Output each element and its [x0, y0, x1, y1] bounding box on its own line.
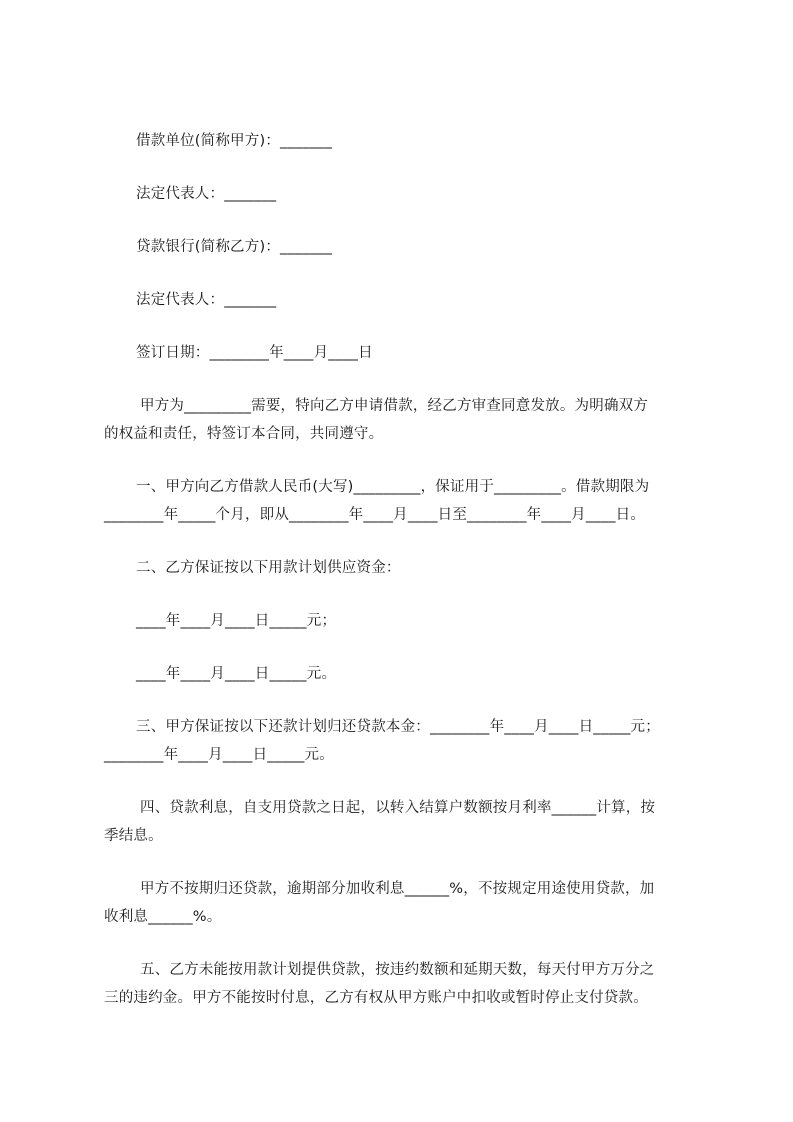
borrower-representative-line: 法定代表人：_______	[136, 186, 277, 202]
supply-schedule-row-1: ____年____月____日_____元；	[136, 613, 337, 629]
supply-schedule-row-2: ____年____月____日_____元。	[136, 666, 337, 682]
lender-representative-line: 法定代表人：_______	[136, 292, 277, 308]
preamble-line-2: 的权益和责任，特签订本合同，共同遵守。	[104, 426, 384, 442]
clause-1-line-1: 一、甲方向乙方借款人民币(大写)_________，保证用于_________。借款期限为	[136, 479, 650, 495]
borrower-line: 借款单位(简称甲方)：_______	[136, 133, 333, 149]
clause-1-line-2: ________年_____个月，即从________年____月____日至________年____月____日。	[104, 507, 646, 523]
clause-3-line-2: ________年____月____日_____元。	[104, 747, 334, 763]
clause-3-line-1: 三、甲方保证按以下还款计划归还贷款本金：________年____月____日_____元；	[136, 719, 660, 735]
preamble-line-1: 甲方为_________需要，特向乙方申请借款，经乙方审查同意发放。为明确双方	[140, 398, 649, 414]
lender-line: 贷款银行(简称乙方)：_______	[136, 239, 333, 255]
clause-4-line-1: 四、贷款利息，自支用贷款之日起，以转入结算户数额按月利率______计算，按	[140, 800, 656, 816]
clause-5-line-1: 五、乙方未能按用款计划提供贷款，按违约数额和延期天数，每天付甲方万分之	[140, 962, 655, 978]
signing-date-line: 签订日期：________年____月____日	[136, 345, 373, 361]
clause-2-heading: 二、乙方保证按以下用款计划供应资金：	[136, 560, 401, 576]
penalty-interest-line-1: 甲方不按期归还贷款，逾期部分加收利息______%，不按规定用途使用贷款，加	[140, 881, 655, 897]
clause-5-line-2: 三的违约金。甲方不能按时付息，乙方有权从甲方账户中扣收或暂时停止支付贷款。	[104, 990, 648, 1006]
penalty-interest-line-2: 收利息______%。	[104, 909, 222, 925]
clause-4-line-2: 季结息。	[104, 828, 163, 844]
